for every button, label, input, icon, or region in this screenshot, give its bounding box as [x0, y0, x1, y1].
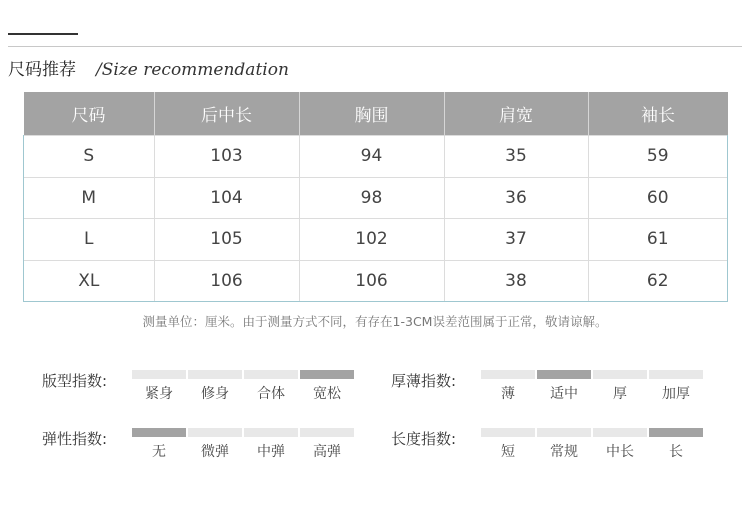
cell-sleeve: 61 [588, 219, 728, 261]
header-size: 尺码 [24, 92, 155, 136]
cell-chest: 106 [299, 260, 444, 302]
table-row [24, 177, 728, 219]
cell-shoulder: 37 [444, 219, 588, 261]
size-table [23, 92, 728, 302]
heading-english: /Size recommendation [96, 60, 289, 80]
cell-size: S [24, 136, 155, 178]
cell-chest: 102 [299, 219, 444, 261]
cell-back-length: 105 [154, 219, 299, 261]
section-heading [8, 55, 289, 79]
elasticity-index-label: 弹性指数: [42, 430, 108, 448]
cell-size: M [24, 177, 155, 219]
cell-back-length: 103 [154, 136, 299, 178]
length-index-label: 长度指数: [391, 430, 457, 448]
thickness-index-bar [593, 370, 647, 379]
cell-shoulder: 38 [444, 260, 588, 302]
fit-index-bar [188, 370, 242, 379]
length-index-bar [649, 428, 703, 437]
cell-sleeve: 59 [588, 136, 728, 178]
fit-index-bar [132, 370, 186, 379]
fit-option: 宽松 [313, 386, 341, 402]
cell-shoulder: 36 [444, 177, 588, 219]
title-accent-rule [8, 33, 78, 35]
length-option: 短 [501, 444, 515, 460]
thickness-option: 厚 [613, 386, 627, 402]
title-divider [8, 46, 742, 47]
table-row [24, 136, 728, 178]
table-row [24, 260, 728, 302]
fit-index-bar [300, 370, 354, 379]
fit-index-bar [244, 370, 298, 379]
elasticity-index-bar [244, 428, 298, 437]
cell-back-length: 106 [154, 260, 299, 302]
thickness-option: 薄 [501, 386, 515, 402]
fit-option: 紧身 [145, 386, 173, 402]
cell-chest: 98 [299, 177, 444, 219]
elasticity-option: 微弹 [201, 444, 229, 460]
heading-chinese: 尺码推荐 [8, 60, 76, 80]
elasticity-option: 中弹 [257, 444, 285, 460]
fit-index-label: 版型指数: [42, 372, 108, 390]
measurement-note: 测量单位：厘米。由于测量方式不同，有存在1-3CM误差范围属于正常，敬请谅解。 [142, 314, 608, 329]
fit-option: 合体 [257, 386, 285, 402]
fit-option: 修身 [201, 386, 229, 402]
cell-sleeve: 62 [588, 260, 728, 302]
table-row [24, 219, 728, 261]
length-index-bar [593, 428, 647, 437]
elasticity-index-bar [132, 428, 186, 437]
thickness-option: 加厚 [662, 386, 690, 402]
cell-size: XL [24, 260, 155, 302]
cell-size: L [24, 219, 155, 261]
header-chest: 胸围 [299, 92, 444, 136]
elasticity-index-bar [188, 428, 242, 437]
length-option: 中长 [606, 444, 634, 460]
thickness-index-label: 厚薄指数: [391, 372, 457, 390]
cell-shoulder: 35 [444, 136, 588, 178]
thickness-option: 适中 [550, 386, 578, 402]
elasticity-option: 高弹 [313, 444, 341, 460]
cell-back-length: 104 [154, 177, 299, 219]
thickness-index-bar [649, 370, 703, 379]
length-option: 长 [669, 444, 683, 460]
table-header-row [24, 92, 728, 136]
header-shoulder: 肩宽 [444, 92, 588, 136]
header-back-length: 后中长 [154, 92, 299, 136]
length-index-bar [481, 428, 535, 437]
thickness-index-bar [537, 370, 591, 379]
cell-chest: 94 [299, 136, 444, 178]
length-option: 常规 [550, 444, 578, 460]
elasticity-option: 无 [152, 444, 166, 460]
length-index-bar [537, 428, 591, 437]
elasticity-index-bar [300, 428, 354, 437]
header-sleeve: 袖长 [588, 92, 728, 136]
cell-sleeve: 60 [588, 177, 728, 219]
thickness-index-bar [481, 370, 535, 379]
